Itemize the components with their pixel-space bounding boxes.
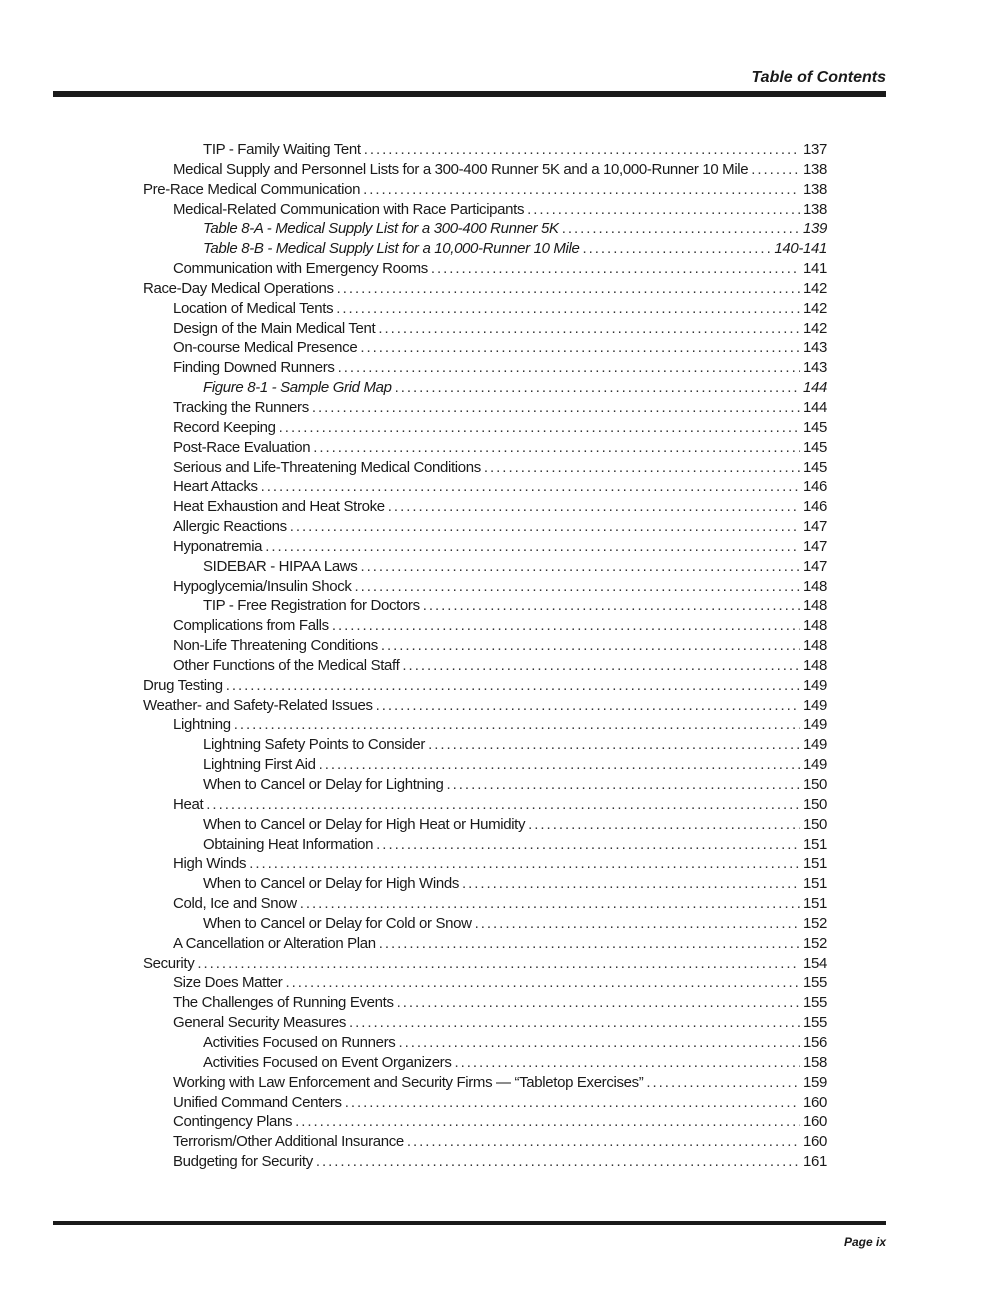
dot-leader: [249, 855, 800, 872]
toc-entry[interactable]: [143, 181, 827, 201]
toc-entry[interactable]: [143, 498, 827, 518]
dot-leader: [395, 379, 800, 396]
toc-entry-title: Location of Medical Tents: [173, 299, 334, 317]
dot-leader: [337, 280, 800, 297]
toc-entry[interactable]: [143, 816, 827, 836]
dot-leader: [646, 1074, 800, 1091]
toc-entry-title: Budgeting for Security: [173, 1153, 313, 1171]
toc-entry[interactable]: [143, 419, 827, 439]
page-number: Page ix: [843, 1235, 886, 1249]
toc-entry-title: Complications from Falls: [173, 617, 329, 635]
toc-entry-title: Obtaining Heat Information: [203, 835, 374, 853]
dot-leader: [398, 1034, 800, 1051]
toc-entry[interactable]: [143, 161, 827, 181]
toc-entry-page: 158: [803, 1053, 827, 1071]
dot-leader: [197, 955, 800, 972]
toc-entry-title: When to Cancel or Delay for Lightning: [203, 776, 444, 793]
toc-entry-title: When to Cancel or Delay for High Winds: [203, 875, 459, 893]
toc-entry[interactable]: [143, 855, 827, 875]
toc-entry-page: 160: [803, 1093, 827, 1111]
toc-entry-title: Heart Attacks: [173, 478, 258, 496]
toc-entry[interactable]: [143, 955, 827, 975]
toc-entry-page: 160: [803, 1113, 827, 1131]
toc-entry-page: 150: [803, 776, 827, 793]
toc-entry-title: General Security Measures: [173, 1014, 346, 1032]
toc-entry[interactable]: [143, 379, 827, 399]
toc-entry-page: 148: [803, 656, 827, 674]
toc-entry-page: 156: [803, 1033, 827, 1051]
toc-entry-title: Serious and Life-Threatening Medical Conditions: [173, 458, 481, 476]
toc-entry-page: 152: [803, 934, 827, 952]
toc-entry-title: Finding Downed Runners: [173, 359, 335, 377]
toc-entry-page: 137: [803, 141, 827, 158]
toc-entry-page: 140-141: [774, 240, 827, 258]
dot-leader: [423, 597, 800, 614]
toc-entry[interactable]: [143, 677, 827, 697]
toc-entry[interactable]: [143, 796, 827, 816]
toc-entry-title: Other Functions of the Medical Staff: [173, 656, 400, 674]
toc-entry-title: Allergic Reactions: [173, 518, 287, 536]
toc-entry-page: 139: [803, 220, 827, 238]
toc-entry-title: Post-Race Evaluation: [173, 438, 311, 456]
toc-list: [143, 141, 827, 1173]
toc-entry[interactable]: [143, 558, 827, 578]
footer-rule: [53, 1221, 886, 1225]
toc-entry[interactable]: [143, 1034, 827, 1054]
toc-entry-title: Hypoglycemia/Insulin Shock: [173, 577, 352, 595]
toc-entry-title: When to Cancel or Delay for Cold or Snow: [203, 914, 472, 932]
toc-entry-title: Lightning First Aid: [203, 756, 316, 774]
toc-entry-page: 150: [803, 795, 827, 813]
dot-leader: [319, 756, 800, 773]
toc-entry[interactable]: [143, 617, 827, 637]
toc-entry[interactable]: [143, 538, 827, 558]
toc-entry-title: Medical-Related Communication with Race Participants: [173, 200, 525, 218]
toc-entry[interactable]: [143, 657, 827, 677]
dot-leader: [376, 697, 800, 714]
toc-entry-title: Drug Testing: [143, 676, 223, 694]
dot-leader: [261, 478, 800, 495]
toc-entry[interactable]: [143, 260, 827, 280]
header-rule: [53, 91, 886, 97]
dot-leader: [295, 1113, 800, 1130]
toc-entry-page: 145: [803, 418, 827, 436]
dot-leader: [364, 141, 800, 158]
dot-leader: [402, 657, 800, 674]
toc-entry[interactable]: [143, 578, 827, 598]
toc-entry[interactable]: [143, 756, 827, 776]
toc-entry-page: 143: [803, 359, 827, 377]
toc-entry-page: 151: [803, 855, 827, 873]
toc-entry[interactable]: [143, 220, 827, 240]
toc-entry-title: Hyponatremia: [173, 537, 263, 555]
toc-entry[interactable]: [143, 697, 827, 717]
toc-entry-page: 161: [803, 1153, 827, 1171]
toc-entry-title: TIP - Family Waiting Tent: [203, 141, 361, 158]
toc-entry-page: 147: [803, 557, 827, 575]
dot-leader: [355, 578, 801, 595]
dot-leader: [360, 339, 800, 356]
toc-entry[interactable]: [143, 974, 827, 994]
toc-entry[interactable]: [143, 875, 827, 895]
toc-entry[interactable]: [143, 439, 827, 459]
toc-entry-title: High Winds: [173, 855, 247, 873]
toc-entry[interactable]: [143, 201, 827, 221]
toc-entry-page: 144: [803, 398, 827, 416]
toc-entry[interactable]: [143, 518, 827, 538]
toc-entry-page: 142: [803, 319, 827, 337]
dot-leader: [285, 974, 800, 991]
toc-entry-page: 142: [803, 299, 827, 317]
dot-leader: [397, 994, 800, 1011]
toc-entry[interactable]: [143, 597, 827, 617]
toc-entry-page: 151: [803, 895, 827, 913]
dot-leader: [447, 776, 800, 793]
dot-leader: [583, 240, 772, 257]
dot-leader: [312, 399, 800, 416]
toc-entry[interactable]: [143, 459, 827, 479]
toc-entry-page: 155: [803, 974, 827, 992]
dot-leader: [279, 419, 800, 436]
dot-leader: [360, 558, 800, 575]
toc-entry-page: 141: [803, 260, 827, 278]
toc-entry-page: 142: [803, 279, 827, 297]
dot-leader: [206, 796, 800, 813]
toc-entry-page: 144: [803, 379, 827, 397]
toc-entry-title: Lightning Safety Points to Consider: [203, 736, 426, 754]
toc-entry-title: Medical Supply and Personnel Lists for a 300-400 Runner 5K and a 10,000-Runner 10 Mile: [173, 160, 749, 178]
toc-entry[interactable]: [143, 836, 827, 856]
dot-leader: [388, 498, 800, 515]
toc-entry-title: Heat: [173, 795, 204, 813]
toc-entry[interactable]: [143, 320, 827, 340]
toc-entry-title: Non-Life Threatening Conditions: [173, 637, 378, 655]
toc-entry-page: 149: [803, 736, 827, 754]
toc-entry-title: Size Does Matter: [173, 974, 283, 992]
toc-entry-title: Weather- and Safety-Related Issues: [143, 696, 373, 714]
toc-entry[interactable]: [143, 478, 827, 498]
dot-leader: [338, 359, 800, 376]
toc-entry[interactable]: [143, 716, 827, 736]
toc-entry-page: 148: [803, 597, 827, 615]
toc-entry-page: 145: [803, 458, 827, 476]
dot-leader: [378, 320, 800, 337]
toc-entry-title: A Cancellation or Alteration Plan: [173, 934, 376, 952]
toc-entry-title: SIDEBAR - HIPAA Laws: [203, 557, 358, 575]
toc-entry-page: 155: [803, 1014, 827, 1032]
dot-leader: [407, 1133, 800, 1150]
toc-entry-title: Design of the Main Medical Tent: [173, 319, 376, 337]
toc-entry[interactable]: [143, 935, 827, 955]
toc-entry[interactable]: [143, 1074, 827, 1094]
toc-entry[interactable]: [143, 1094, 827, 1114]
toc-entry-page: 154: [803, 954, 827, 972]
dot-leader: [428, 736, 800, 753]
toc-entry-page: 150: [803, 815, 827, 833]
toc-entry-page: 138: [803, 160, 827, 178]
toc-entry[interactable]: [143, 1133, 827, 1153]
toc-entry-title: Figure 8-1 - Sample Grid Map: [203, 379, 392, 397]
toc-entry[interactable]: [143, 399, 827, 419]
dot-leader: [475, 915, 800, 932]
toc-entry-title: Table 8-B - Medical Supply List for a 10,000-Runner 10 Mile: [203, 240, 580, 258]
dot-leader: [300, 895, 800, 912]
dot-leader: [290, 518, 800, 535]
dot-leader: [226, 677, 800, 694]
toc-entry-page: 149: [803, 716, 827, 734]
toc-entry[interactable]: [143, 915, 827, 935]
toc-entry-page: 138: [803, 180, 827, 198]
toc-entry[interactable]: [143, 776, 827, 796]
toc-entry-page: 143: [803, 339, 827, 357]
toc-entry-page: 149: [803, 696, 827, 714]
dot-leader: [376, 836, 800, 853]
dot-leader: [381, 637, 800, 654]
dot-leader: [332, 617, 800, 634]
toc-entry-title: Race-Day Medical Operations: [143, 279, 334, 297]
toc-entry-title: Unified Command Centers: [173, 1093, 342, 1111]
toc-entry-page: 155: [803, 994, 827, 1012]
toc-entry-title: The Challenges of Running Events: [173, 994, 394, 1012]
toc-entry[interactable]: [143, 637, 827, 657]
toc-entry-title: Activities Focused on Runners: [203, 1033, 396, 1051]
dot-leader: [379, 935, 800, 952]
toc-entry-page: 147: [803, 537, 827, 555]
dot-leader: [349, 1014, 800, 1031]
toc-entry[interactable]: [143, 1014, 827, 1034]
dot-leader: [454, 1054, 800, 1071]
dot-leader: [431, 260, 800, 277]
toc-entry-title: Cold, Ice and Snow: [173, 895, 297, 913]
toc-entry[interactable]: [143, 994, 827, 1014]
toc-entry-page: 149: [803, 676, 827, 694]
toc-entry-title: Pre-Race Medical Communication: [143, 180, 361, 198]
toc-entry-title: Lightning: [173, 716, 231, 734]
toc-entry-page: 138: [803, 200, 827, 218]
dot-leader: [527, 201, 800, 218]
dot-leader: [345, 1094, 800, 1111]
toc-entry[interactable]: [143, 1113, 827, 1133]
toc-entry-title: Working with Law Enforcement and Security Firms — “Tabletop Exercises”: [173, 1073, 644, 1091]
toc-entry[interactable]: [143, 339, 827, 359]
toc-entry-page: 147: [803, 518, 827, 536]
dot-leader: [484, 459, 800, 476]
toc-entry-page: 148: [803, 637, 827, 655]
toc-entry-page: 148: [803, 617, 827, 635]
toc-entry-page: 151: [803, 835, 827, 853]
toc-entry[interactable]: [143, 300, 827, 320]
dot-leader: [751, 161, 800, 178]
toc-entry-title: Tracking the Runners: [173, 398, 309, 416]
toc-entry-page: 159: [803, 1073, 827, 1091]
toc-entry[interactable]: [143, 359, 827, 379]
toc-entry[interactable]: [143, 895, 827, 915]
toc-entry-title: Heat Exhaustion and Heat Stroke: [173, 498, 385, 516]
dot-leader: [363, 181, 800, 198]
toc-entry-page: 146: [803, 478, 827, 496]
dot-leader: [462, 875, 800, 892]
header-title: Table of Contents: [751, 69, 886, 86]
toc-entry[interactable]: [143, 141, 827, 161]
dot-leader: [336, 300, 800, 317]
toc-entry[interactable]: [143, 280, 827, 300]
toc-entry-title: On-course Medical Presence: [173, 339, 358, 357]
toc-entry-page: 148: [803, 577, 827, 595]
toc-entry[interactable]: [143, 736, 827, 756]
dot-leader: [562, 220, 800, 237]
toc-entry-page: 160: [803, 1133, 827, 1151]
toc-entry-title: Communication with Emergency Rooms: [173, 260, 428, 278]
toc-entry-page: 146: [803, 498, 827, 516]
toc-entry[interactable]: [143, 1153, 827, 1173]
toc-entry-title: Contingency Plans: [173, 1113, 293, 1131]
toc-entry-title: TIP - Free Registration for Doctors: [203, 597, 420, 615]
toc-entry-title: Table 8-A - Medical Supply List for a 300-400 Runner 5K: [203, 220, 559, 238]
dot-leader: [313, 439, 800, 456]
toc-entry-title: Terrorism/Other Additional Insurance: [173, 1133, 404, 1151]
toc-entry[interactable]: [143, 240, 827, 260]
dot-leader: [234, 716, 800, 733]
toc-entry-page: 145: [803, 438, 827, 456]
toc-entry[interactable]: [143, 1054, 827, 1074]
toc-entry-page: 149: [803, 756, 827, 774]
toc-entry-title: Security: [143, 954, 195, 972]
dot-leader: [316, 1153, 800, 1170]
toc-entry-page: 151: [803, 875, 827, 893]
toc-entry-page: 152: [803, 914, 827, 932]
toc-entry-title: Record Keeping: [173, 418, 276, 436]
toc-entry-title: When to Cancel or Delay for High Heat or Humidity: [203, 815, 526, 833]
toc-entry-title: Activities Focused on Event Organizers: [203, 1053, 452, 1071]
dot-leader: [528, 816, 800, 833]
dot-leader: [265, 538, 800, 555]
